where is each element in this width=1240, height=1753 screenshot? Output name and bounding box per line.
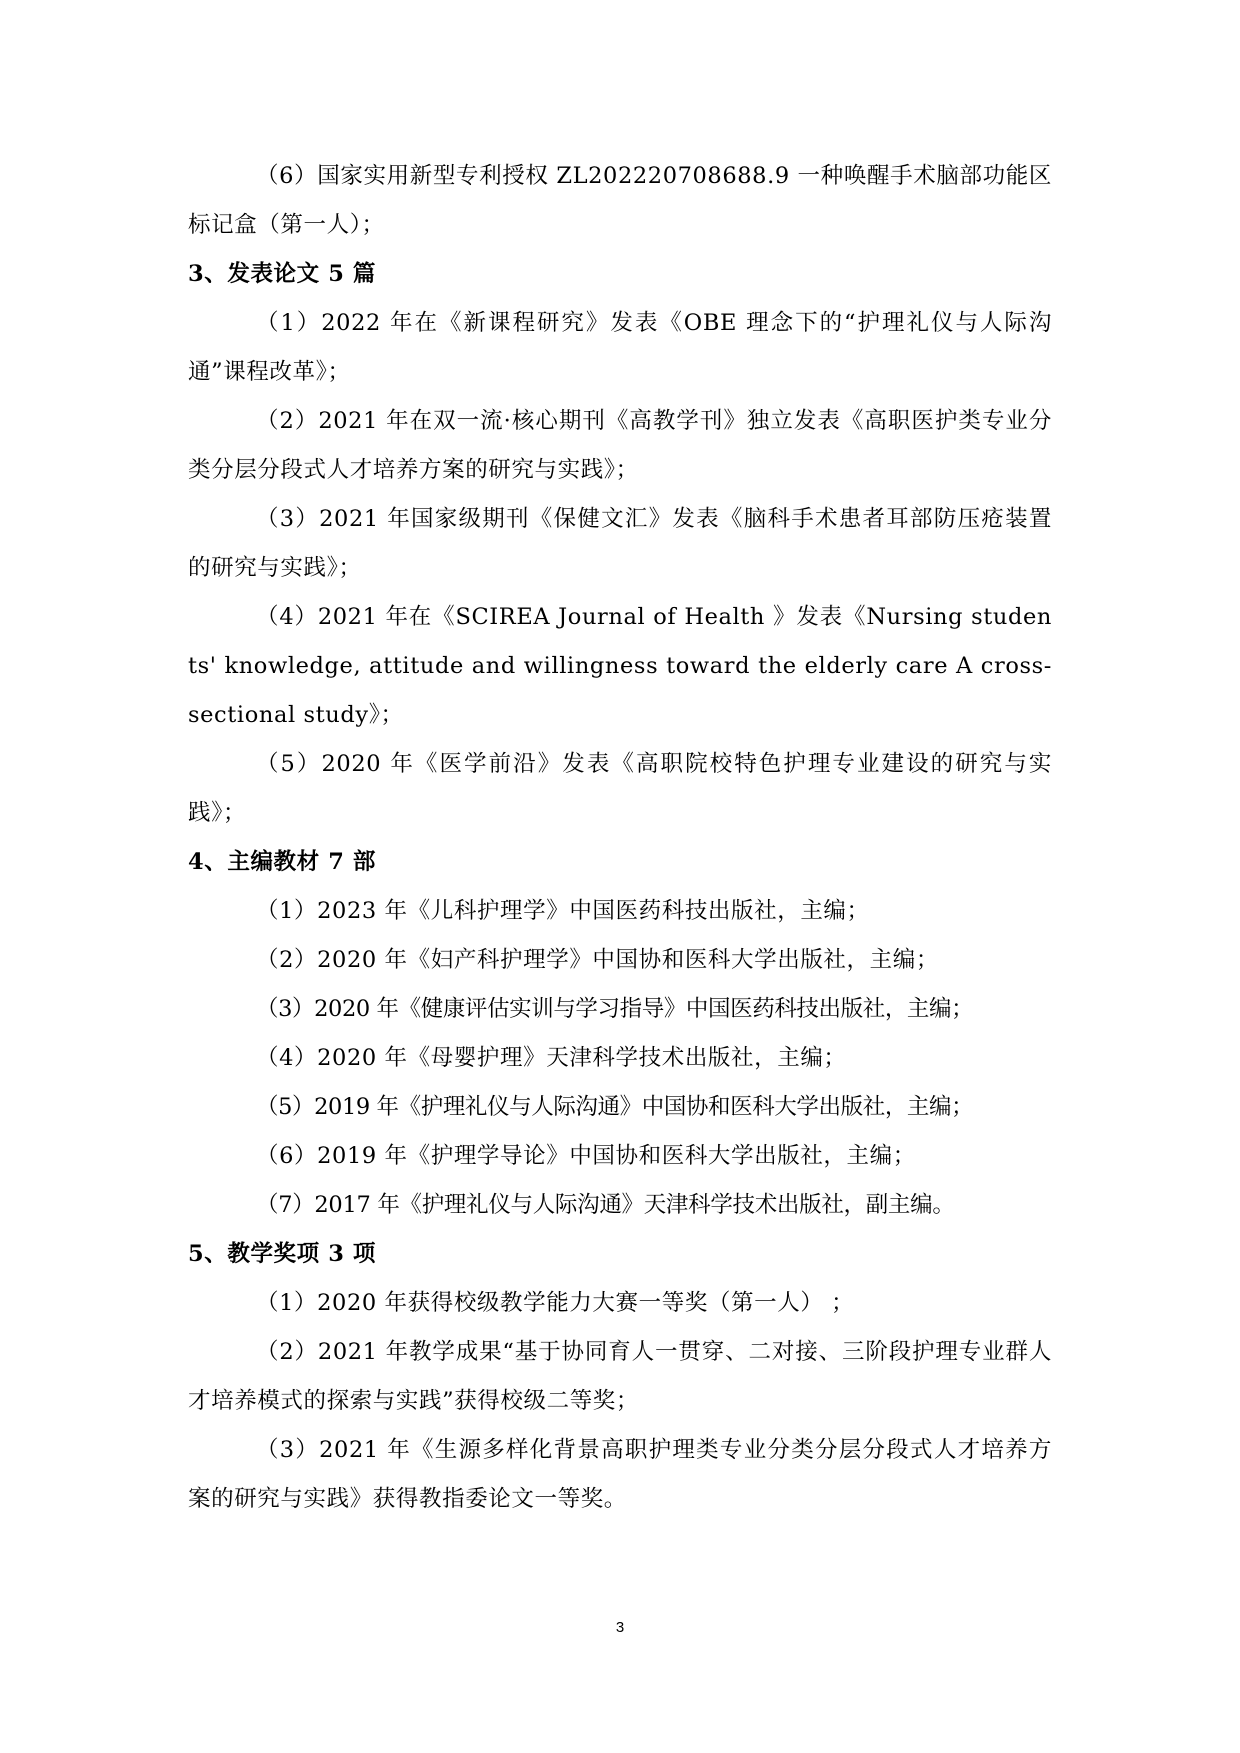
paper-item-3: （3）2021 年国家级期刊《保健文汇》发表《脑科手术患者耳部防压疮装置的研究与实践》；	[188, 506, 1052, 581]
page-number: 3	[615, 1619, 625, 1636]
section-heading-awards: 5、教学奖项 3 项	[188, 1241, 376, 1267]
textbook-item-7: （7）2017 年《护理礼仪与人际沟通》天津科学技术出版社，副主编。	[256, 1192, 955, 1218]
patent-item-6: （6）国家实用新型专利授权 ZL202220708688.9 一种唤醒手术脑部功能区标记盒（第一人）；	[188, 163, 1052, 238]
textbook-item-1: （1）2023 年《儿科护理学》中国医药科技出版社，主编；	[256, 898, 870, 924]
textbook-item-6: （6）2019 年《护理学导论》中国协和医科大学出版社，主编；	[256, 1143, 916, 1169]
textbook-item-2: （2）2020 年《妇产科护理学》中国协和医科大学出版社，主编；	[256, 947, 939, 973]
paper-item-4: （4）2021 年在《SCIREA Journal of Health 》发表《Nursing students' knowledge, attitude and willingness toward the elderly care A cross-sectional study》；	[188, 604, 1052, 728]
paper-item-2: （2）2021 年在双一流·核心期刊《高教学刊》独立发表《高职医护类专业分类分层分段式人才培养方案的研究与实践》；	[188, 408, 1052, 483]
section-heading-textbooks: 4、主编教材 7 部	[188, 849, 376, 875]
textbook-item-3: （3）2020 年《健康评估实训与学习指导》中国医药科技出版社，主编；	[256, 996, 974, 1022]
paper-item-5: （5）2020 年《医学前沿》发表《高职院校特色护理专业建设的研究与实践》；	[188, 751, 1052, 826]
award-item-1: （1）2020 年获得校级教学能力大赛一等奖（第一人） ；	[256, 1290, 855, 1316]
award-item-3: （3）2021 年《生源多样化背景高职护理类专业分类分层分段式人才培养方案的研究与实践》获得教指委论文一等奖。	[188, 1437, 1052, 1512]
paper-item-1: （1）2022 年在《新课程研究》发表《OBE 理念下的“护理礼仪与人际沟通”课程改革》；	[188, 310, 1052, 385]
textbook-item-5: （5）2019 年《护理礼仪与人际沟通》中国协和医科大学出版社，主编；	[256, 1094, 974, 1120]
textbook-item-4: （4）2020 年《母婴护理》天津科学技术出版社，主编；	[256, 1045, 847, 1071]
award-item-2: （2）2021 年教学成果“基于协同育人一贯穿、二对接、三阶段护理专业群人才培养模式的探索与实践”获得校级二等奖；	[188, 1339, 1052, 1414]
section-heading-papers: 3、发表论文 5 篇	[188, 261, 376, 287]
document-body	[188, 152, 1052, 1524]
